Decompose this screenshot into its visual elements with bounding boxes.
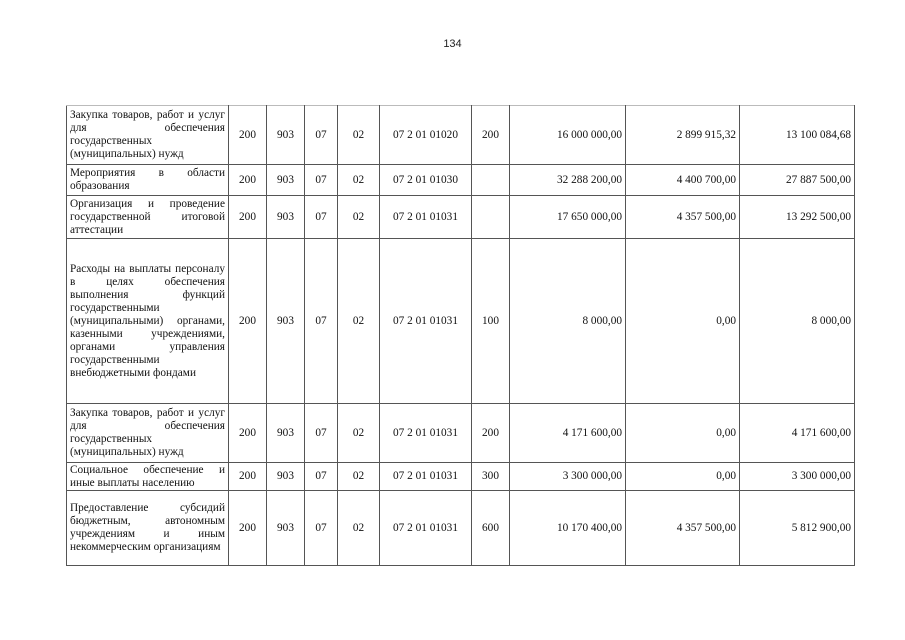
cell-code-1: 200 xyxy=(229,491,267,566)
cell-approved-amount: 3 300 000,00 xyxy=(510,463,626,491)
cell-target-article: 07 2 01 01031 xyxy=(380,463,472,491)
cell-remaining-amount: 8 000,00 xyxy=(740,239,855,404)
cell-code-1: 200 xyxy=(229,404,267,463)
row-description: Мероприятия в области образования xyxy=(67,165,229,196)
cell-remaining-amount: 27 887 500,00 xyxy=(740,165,855,196)
cell-section: 07 xyxy=(305,165,338,196)
cell-expense-type xyxy=(472,165,510,196)
row-description: Закупка товаров, работ и услуг для обеспечения государственных (муниципальных) нужд xyxy=(67,106,229,165)
cell-executed-amount: 4 357 500,00 xyxy=(626,196,740,239)
cell-section: 07 xyxy=(305,404,338,463)
table-row xyxy=(67,491,855,566)
cell-code-1: 200 xyxy=(229,463,267,491)
row-description: Предоставление субсидий бюджетным, автономным учреждениям и иным некоммерческим организациям xyxy=(67,491,229,566)
cell-subsection: 02 xyxy=(338,491,380,566)
cell-target-article: 07 2 01 01031 xyxy=(380,196,472,239)
cell-expense-type: 300 xyxy=(472,463,510,491)
cell-executed-amount: 0,00 xyxy=(626,463,740,491)
cell-code-2: 903 xyxy=(267,165,305,196)
cell-approved-amount: 16 000 000,00 xyxy=(510,106,626,165)
cell-code-1: 200 xyxy=(229,165,267,196)
cell-executed-amount: 4 400 700,00 xyxy=(626,165,740,196)
cell-remaining-amount: 4 171 600,00 xyxy=(740,404,855,463)
cell-code-1: 200 xyxy=(229,196,267,239)
cell-section: 07 xyxy=(305,106,338,165)
page-number: 134 xyxy=(443,38,462,50)
cell-code-2: 903 xyxy=(267,196,305,239)
cell-approved-amount: 32 288 200,00 xyxy=(510,165,626,196)
cell-executed-amount: 0,00 xyxy=(626,239,740,404)
cell-target-article: 07 2 01 01030 xyxy=(380,165,472,196)
cell-target-article: 07 2 01 01020 xyxy=(380,106,472,165)
cell-remaining-amount: 3 300 000,00 xyxy=(740,463,855,491)
cell-subsection: 02 xyxy=(338,165,380,196)
cell-expense-type: 200 xyxy=(472,404,510,463)
row-description: Социальное обеспечение и иные выплаты населению xyxy=(67,463,229,491)
cell-code-1: 200 xyxy=(229,106,267,165)
cell-code-2: 903 xyxy=(267,463,305,491)
cell-approved-amount: 4 171 600,00 xyxy=(510,404,626,463)
cell-approved-amount: 10 170 400,00 xyxy=(510,491,626,566)
cell-remaining-amount: 13 100 084,68 xyxy=(740,106,855,165)
cell-expense-type: 200 xyxy=(472,106,510,165)
row-description: Закупка товаров, работ и услуг для обеспечения государственных (муниципальных) нужд xyxy=(67,404,229,463)
cell-code-2: 903 xyxy=(267,404,305,463)
cell-section: 07 xyxy=(305,239,338,404)
cell-code-2: 903 xyxy=(267,106,305,165)
cell-code-2: 903 xyxy=(267,491,305,566)
cell-approved-amount: 8 000,00 xyxy=(510,239,626,404)
cell-subsection: 02 xyxy=(338,106,380,165)
cell-target-article: 07 2 01 01031 xyxy=(380,239,472,404)
cell-expense-type xyxy=(472,196,510,239)
cell-approved-amount: 17 650 000,00 xyxy=(510,196,626,239)
table-row xyxy=(67,106,855,165)
budget-table xyxy=(66,105,855,566)
row-description: Расходы на выплаты персоналу в целях обеспечения выполнения функций государственными (муниципальными) органами, казенными учреждениями, органами управления государственными внебюджетными фондами xyxy=(67,239,229,404)
table-row xyxy=(67,463,855,491)
cell-section: 07 xyxy=(305,491,338,566)
cell-code-2: 903 xyxy=(267,239,305,404)
cell-remaining-amount: 5 812 900,00 xyxy=(740,491,855,566)
table-row xyxy=(67,239,855,404)
cell-target-article: 07 2 01 01031 xyxy=(380,491,472,566)
cell-subsection: 02 xyxy=(338,463,380,491)
table-row xyxy=(67,196,855,239)
row-description: Организация и проведение государственной итоговой аттестации xyxy=(67,196,229,239)
cell-target-article: 07 2 01 01031 xyxy=(380,404,472,463)
cell-expense-type: 100 xyxy=(472,239,510,404)
cell-executed-amount: 0,00 xyxy=(626,404,740,463)
table-row xyxy=(67,404,855,463)
cell-executed-amount: 2 899 915,32 xyxy=(626,106,740,165)
cell-section: 07 xyxy=(305,463,338,491)
cell-executed-amount: 4 357 500,00 xyxy=(626,491,740,566)
cell-section: 07 xyxy=(305,196,338,239)
cell-subsection: 02 xyxy=(338,404,380,463)
cell-subsection: 02 xyxy=(338,196,380,239)
table-row xyxy=(67,165,855,196)
cell-subsection: 02 xyxy=(338,239,380,404)
cell-remaining-amount: 13 292 500,00 xyxy=(740,196,855,239)
cell-code-1: 200 xyxy=(229,239,267,404)
cell-expense-type: 600 xyxy=(472,491,510,566)
